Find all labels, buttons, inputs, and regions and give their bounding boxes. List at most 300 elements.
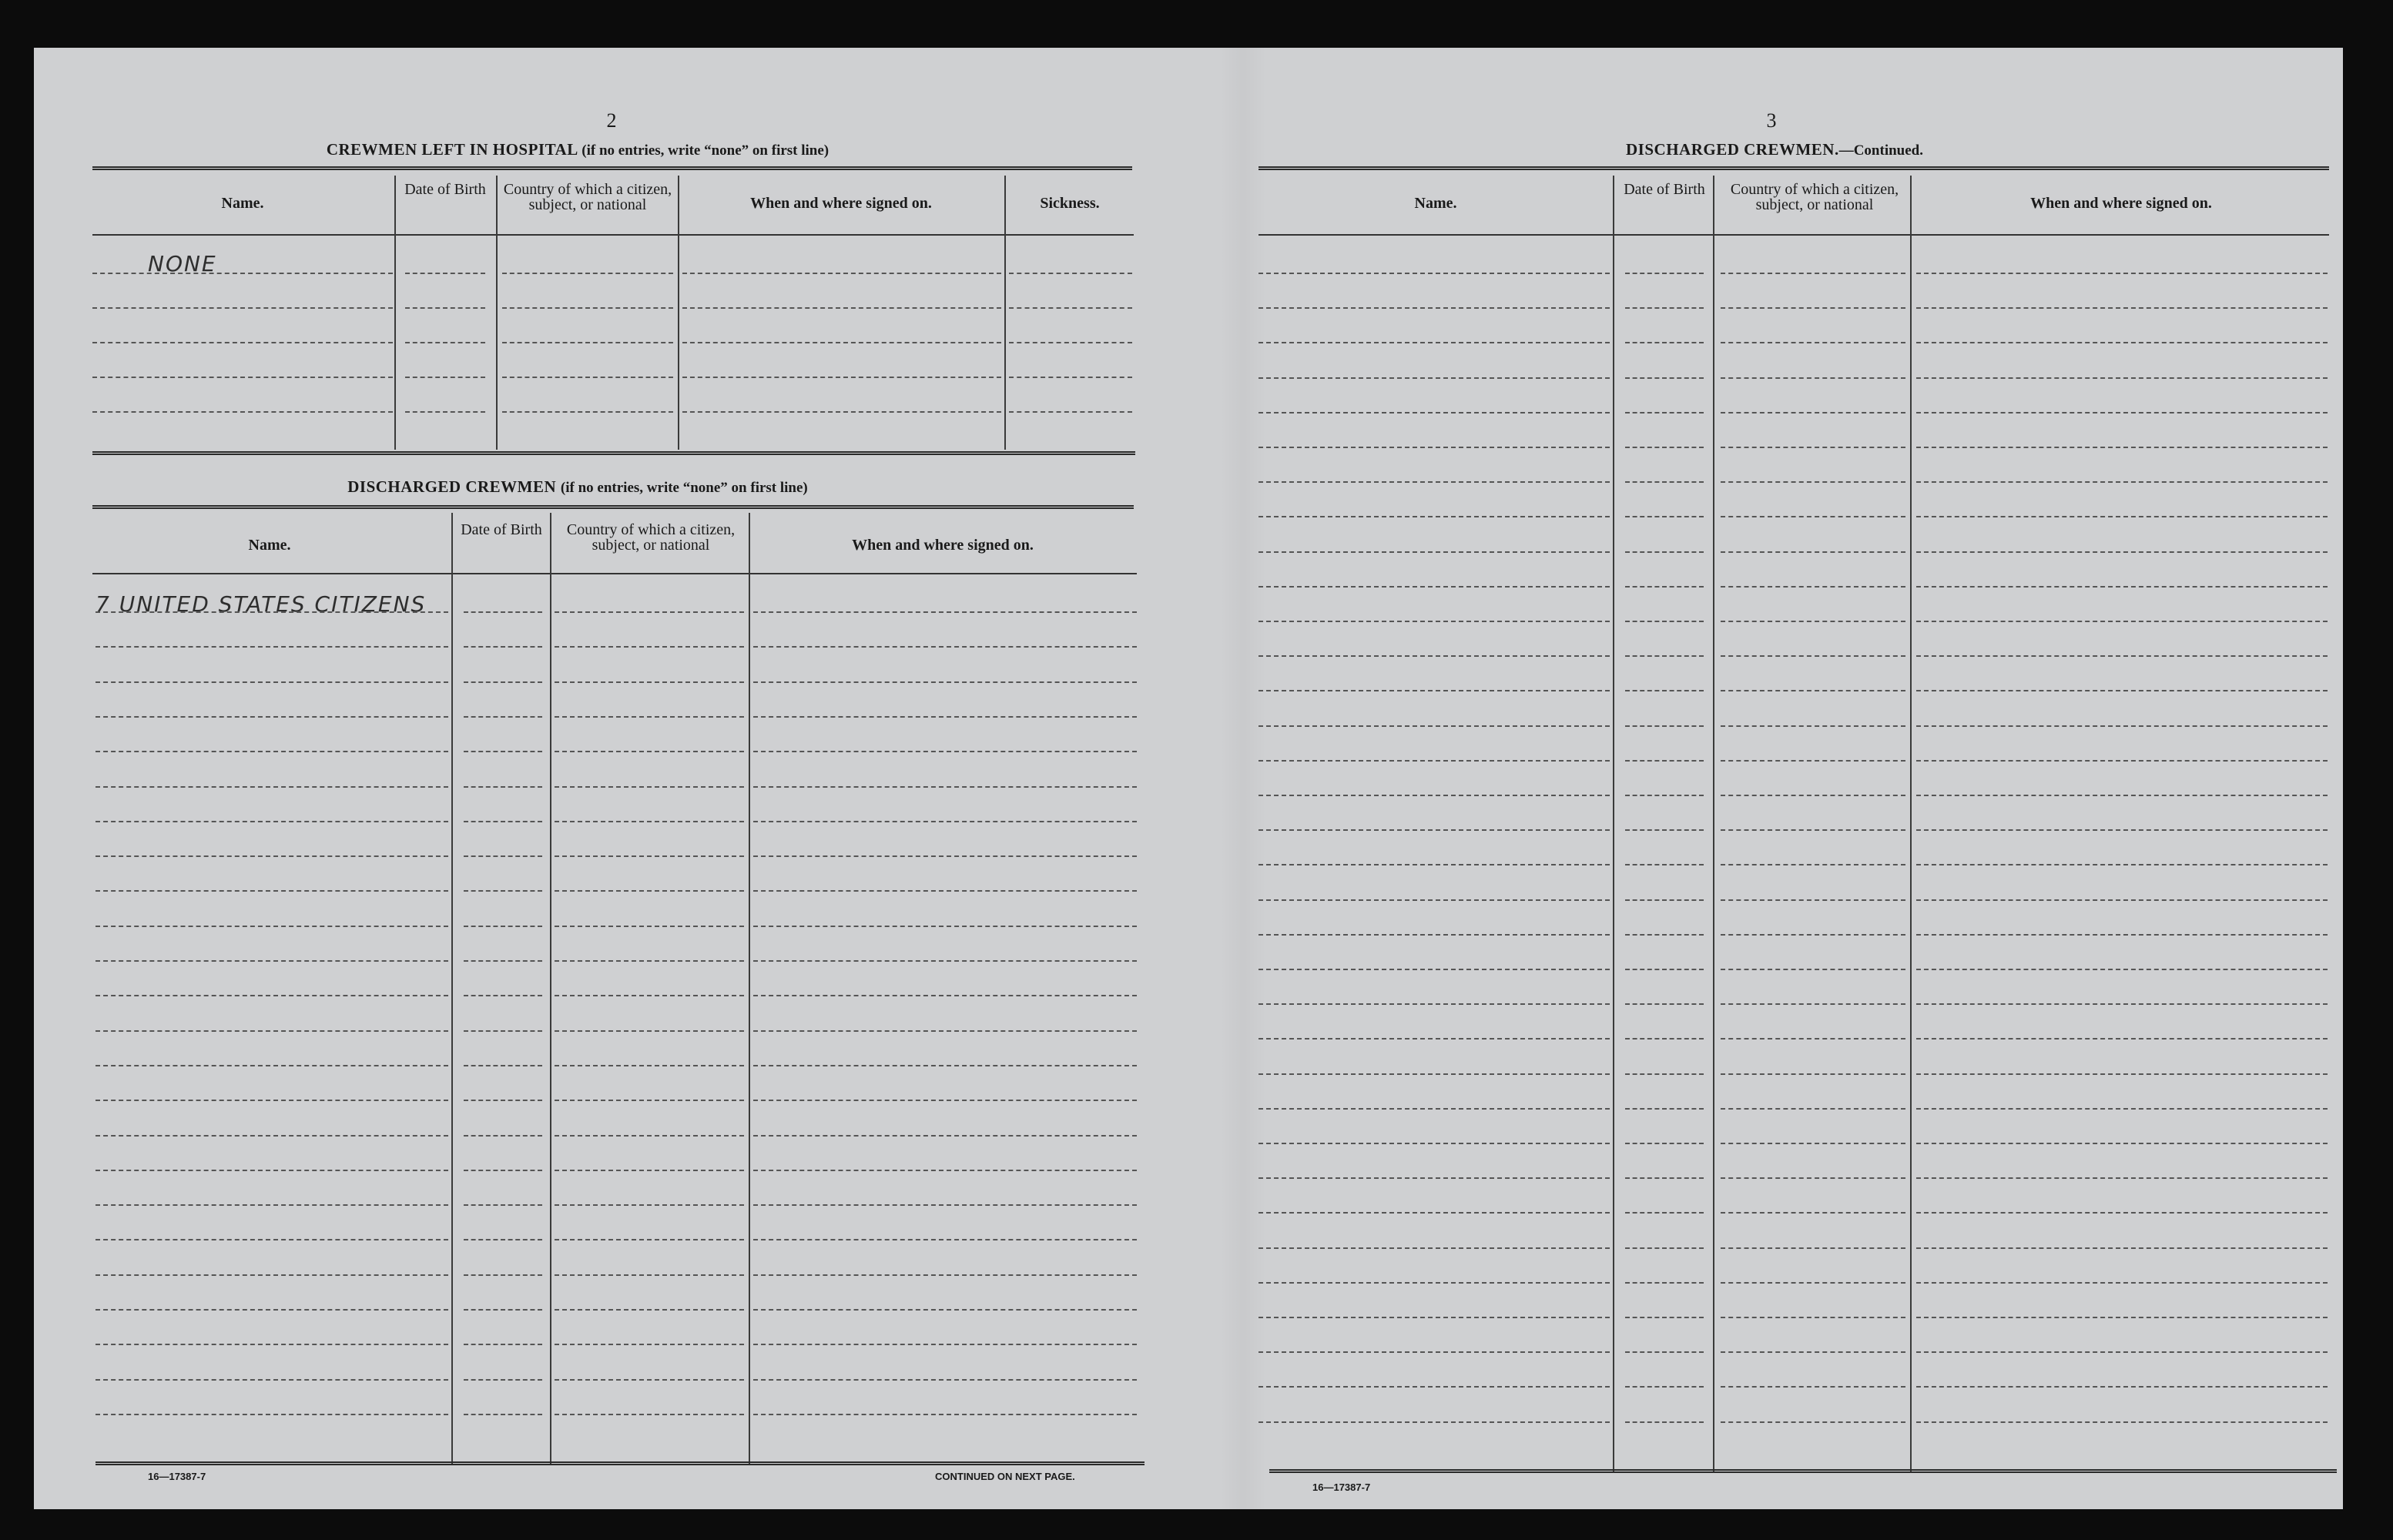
- right-row-24-line-3: [1721, 1073, 1905, 1075]
- discharged-row-1-line-3: [555, 611, 744, 613]
- right-row-15-line-3: [1721, 760, 1905, 762]
- discharged-vline-3: [749, 513, 750, 1465]
- hospital-row-2-line-1: [92, 307, 393, 309]
- discharged-row-14-line-3: [555, 1065, 744, 1066]
- right-row-21-line-1: [1259, 969, 1610, 970]
- hospital-col-sickness: Sickness.: [1040, 195, 1100, 212]
- right-row-34-line-3: [1721, 1421, 1905, 1423]
- right-row-32-line-3: [1721, 1351, 1905, 1353]
- right-row-1-line-1: [1259, 273, 1610, 274]
- discharged-row-22-line-4: [753, 1344, 1137, 1345]
- discharged-row-13-line-4: [753, 1030, 1137, 1032]
- right-row-27-line-3: [1721, 1177, 1905, 1179]
- discharged-row-17-line-3: [555, 1170, 744, 1171]
- right-row-10-line-4: [1916, 586, 2328, 588]
- discharged-top-rule: [92, 505, 1134, 509]
- discharged-row-10-line-4: [753, 926, 1137, 927]
- right-row-16-line-3: [1721, 795, 1905, 796]
- discharged-row-24-line-1: [96, 1414, 448, 1415]
- right-row-12-line-4: [1916, 655, 2328, 657]
- right-row-22-line-4: [1916, 1003, 2328, 1005]
- right-row-26-line-3: [1721, 1143, 1905, 1144]
- right-row-4-line-1: [1259, 377, 1610, 379]
- right-row-2-line-3: [1721, 307, 1905, 309]
- right-vline-1: [1613, 176, 1614, 1472]
- discharged-row-13-line-1: [96, 1030, 448, 1032]
- discharged-row-22-line-2: [464, 1344, 542, 1345]
- discharged-row-4-line-1: [96, 716, 448, 718]
- right-row-10-line-1: [1259, 586, 1610, 588]
- hospital-row-3-line-5: [1009, 342, 1132, 343]
- discharged-row-19-line-3: [555, 1239, 744, 1240]
- discharged-row-13-line-3: [555, 1030, 744, 1032]
- hospital-row-1-line-2: [405, 273, 485, 274]
- right-row-7-line-4: [1916, 481, 2328, 483]
- discharged-row-11-line-4: [753, 960, 1137, 962]
- discharged-row-18-line-1: [96, 1204, 448, 1206]
- discharged-row-4-line-4: [753, 716, 1137, 718]
- discharged-row-16-line-3: [555, 1135, 744, 1137]
- discharged-bottom-rule: [96, 1461, 1145, 1465]
- right-row-15-line-1: [1259, 760, 1610, 762]
- discharged-row-16-line-4: [753, 1135, 1137, 1137]
- right-row-27-line-1: [1259, 1177, 1610, 1179]
- hospital-row-4-line-5: [1009, 377, 1132, 378]
- right-row-33-line-2: [1625, 1386, 1704, 1388]
- discharged-row-20-line-1: [96, 1274, 448, 1276]
- right-row-12-line-3: [1721, 655, 1905, 657]
- discharged-row-19-line-1: [96, 1239, 448, 1240]
- right-row-26-line-1: [1259, 1143, 1610, 1144]
- discharged-row-3-line-2: [464, 681, 542, 683]
- right-page-number: 3: [1766, 109, 1777, 132]
- right-row-18-line-1: [1259, 864, 1610, 865]
- hospital-row-5-line-1: [92, 411, 393, 413]
- right-row-28-line-2: [1625, 1212, 1704, 1214]
- right-row-28-line-1: [1259, 1212, 1610, 1214]
- discharged-row-7-line-4: [753, 821, 1137, 822]
- discharged-row-23-line-2: [464, 1379, 542, 1381]
- right-row-5-line-2: [1625, 412, 1704, 413]
- discharged-row-12-line-1: [96, 995, 448, 996]
- right-bottom-rule: [1269, 1469, 2337, 1473]
- right-row-20-line-2: [1625, 934, 1704, 936]
- discharged-row-23-line-3: [555, 1379, 744, 1381]
- hospital-header-rule: [92, 234, 1134, 236]
- hospital-row-5-line-2: [405, 411, 485, 413]
- right-row-34-line-4: [1916, 1421, 2328, 1423]
- right-row-33-line-3: [1721, 1386, 1905, 1388]
- discharged-row-14-line-1: [96, 1065, 448, 1066]
- right-row-30-line-2: [1625, 1282, 1704, 1284]
- discharged-row-6-line-4: [753, 786, 1137, 788]
- discharged-row-4-line-3: [555, 716, 744, 718]
- right-row-7-line-2: [1625, 481, 1704, 483]
- right-row-30-line-3: [1721, 1282, 1905, 1284]
- right-row-3-line-3: [1721, 342, 1905, 343]
- discharged-row-23-line-1: [96, 1379, 448, 1381]
- right-row-31-line-3: [1721, 1317, 1905, 1318]
- right-row-17-line-4: [1916, 829, 2328, 831]
- discharged-row-8-line-3: [555, 855, 744, 857]
- discharged-row-12-line-2: [464, 995, 542, 996]
- right-row-29-line-1: [1259, 1247, 1610, 1249]
- discharged-row-21-line-4: [753, 1309, 1137, 1311]
- right-row-24-line-2: [1625, 1073, 1704, 1075]
- hospital-row-4-line-2: [405, 377, 485, 378]
- right-row-13-line-4: [1916, 690, 2328, 691]
- right-row-21-line-4: [1916, 969, 2328, 970]
- right-vline-2: [1713, 176, 1714, 1472]
- right-row-4-line-3: [1721, 377, 1905, 379]
- discharged-row-7-line-2: [464, 821, 542, 822]
- right-row-22-line-3: [1721, 1003, 1905, 1005]
- right-row-29-line-4: [1916, 1247, 2328, 1249]
- right-row-9-line-1: [1259, 551, 1610, 553]
- discharged-row-19-line-2: [464, 1239, 542, 1240]
- discharged-row-11-line-2: [464, 960, 542, 962]
- right-row-18-line-3: [1721, 864, 1905, 865]
- discharged-row-5-line-2: [464, 751, 542, 752]
- right-row-13-line-1: [1259, 690, 1610, 691]
- hospital-row-5-line-5: [1009, 411, 1132, 413]
- hospital-col-name: Name.: [221, 195, 264, 212]
- discharged-row-15-line-3: [555, 1100, 744, 1101]
- right-col-signed: When and where signed on.: [2030, 195, 2212, 212]
- discharged-row-21-line-3: [555, 1309, 744, 1311]
- hospital-col-signed: When and where signed on.: [750, 195, 932, 212]
- right-row-11-line-4: [1916, 621, 2328, 622]
- discharged-row-20-line-2: [464, 1274, 542, 1276]
- right-row-24-line-1: [1259, 1073, 1610, 1075]
- right-row-28-line-3: [1721, 1212, 1905, 1214]
- hospital-bottom-rule: [92, 451, 1135, 455]
- right-row-19-line-1: [1259, 899, 1610, 901]
- right-row-23-line-3: [1721, 1038, 1905, 1040]
- right-row-8-line-1: [1259, 516, 1610, 517]
- document-sheet: [34, 48, 2343, 1509]
- right-row-6-line-4: [1916, 447, 2328, 448]
- right-row-6-line-3: [1721, 447, 1905, 448]
- discharged-row-15-line-4: [753, 1100, 1137, 1101]
- hospital-row-2-line-3: [502, 307, 673, 309]
- right-row-2-line-2: [1625, 307, 1704, 309]
- hospital-vline-3: [678, 176, 679, 450]
- right-row-34-line-2: [1625, 1421, 1704, 1423]
- discharged-row-17-line-1: [96, 1170, 448, 1171]
- right-row-1-line-2: [1625, 273, 1704, 274]
- discharged-row-18-line-3: [555, 1204, 744, 1206]
- right-row-19-line-4: [1916, 899, 2328, 901]
- right-row-12-line-1: [1259, 655, 1610, 657]
- right-title-suffix: —Continued.: [1838, 142, 1923, 159]
- discharged-row-3-line-4: [753, 681, 1137, 683]
- discharged-instruction: (if no entries, write “none” on first line): [560, 480, 808, 496]
- right-row-34-line-1: [1259, 1421, 1610, 1423]
- discharged-row-10-line-2: [464, 926, 542, 927]
- hospital-col-dob: Date of Birth: [404, 181, 486, 198]
- hospital-row-1-line-4: [682, 273, 1001, 274]
- right-row-18-line-4: [1916, 864, 2328, 865]
- discharged-row-2-line-1: [96, 646, 448, 648]
- right-row-22-line-2: [1625, 1003, 1704, 1005]
- right-row-8-line-3: [1721, 516, 1905, 517]
- hospital-row-3-line-3: [502, 342, 673, 343]
- discharged-row-16-line-2: [464, 1135, 542, 1137]
- discharged-row-20-line-4: [753, 1274, 1137, 1276]
- right-row-29-line-3: [1721, 1247, 1905, 1249]
- right-row-32-line-1: [1259, 1351, 1610, 1353]
- right-row-12-line-2: [1625, 655, 1704, 657]
- discharged-row-24-line-4: [753, 1414, 1137, 1415]
- discharged-col-name: Name.: [248, 537, 291, 554]
- right-row-8-line-2: [1625, 516, 1704, 517]
- right-row-15-line-2: [1625, 760, 1704, 762]
- right-row-5-line-1: [1259, 412, 1610, 413]
- discharged-title-text: DISCHARGED CREWMEN: [347, 477, 557, 496]
- hospital-row-5-line-3: [502, 411, 673, 413]
- discharged-row-2-line-2: [464, 646, 542, 648]
- hospital-row-5-line-4: [682, 411, 1001, 413]
- discharged-row-5-line-1: [96, 751, 448, 752]
- discharged-row-18-line-4: [753, 1204, 1137, 1206]
- discharged-handwritten-entry: 7 UNITED STATES CITIZENS: [96, 591, 427, 617]
- discharged-row-24-line-3: [555, 1414, 744, 1415]
- right-row-17-line-3: [1721, 829, 1905, 831]
- hospital-row-3-line-4: [682, 342, 1001, 343]
- hospital-row-2-line-5: [1009, 307, 1132, 309]
- right-row-1-line-4: [1916, 273, 2328, 274]
- right-row-2-line-1: [1259, 307, 1610, 309]
- hospital-row-2-line-4: [682, 307, 1001, 309]
- right-row-9-line-4: [1916, 551, 2328, 553]
- right-row-20-line-4: [1916, 934, 2328, 936]
- hospital-row-3-line-2: [405, 342, 485, 343]
- right-row-10-line-3: [1721, 586, 1905, 588]
- right-row-30-line-1: [1259, 1282, 1610, 1284]
- right-row-14-line-2: [1625, 725, 1704, 727]
- discharged-row-9-line-2: [464, 890, 542, 892]
- hospital-vline-1: [394, 176, 396, 450]
- discharged-row-8-line-1: [96, 855, 448, 857]
- right-row-24-line-4: [1916, 1073, 2328, 1075]
- discharged-vline-1: [451, 513, 453, 1465]
- right-row-29-line-2: [1625, 1247, 1704, 1249]
- discharged-row-11-line-1: [96, 960, 448, 962]
- right-header-rule: [1259, 234, 2329, 236]
- right-row-5-line-4: [1916, 412, 2328, 413]
- right-row-31-line-4: [1916, 1317, 2328, 1318]
- discharged-col-country: Country of which a citizen, subject, or national: [566, 521, 736, 554]
- discharged-row-17-line-4: [753, 1170, 1137, 1171]
- right-row-25-line-2: [1625, 1108, 1704, 1110]
- right-row-16-line-2: [1625, 795, 1704, 796]
- right-row-19-line-2: [1625, 899, 1704, 901]
- discharged-row-6-line-1: [96, 786, 448, 788]
- right-form-number: 16—17387-7: [1312, 1481, 1371, 1493]
- right-section-title: [1259, 140, 2291, 159]
- right-row-32-line-4: [1916, 1351, 2328, 1353]
- discharged-vline-2: [550, 513, 551, 1465]
- right-row-3-line-4: [1916, 342, 2328, 343]
- right-row-25-line-4: [1916, 1108, 2328, 1110]
- discharged-row-9-line-4: [753, 890, 1137, 892]
- right-row-13-line-3: [1721, 690, 1905, 691]
- right-row-6-line-2: [1625, 447, 1704, 448]
- right-row-3-line-2: [1625, 342, 1704, 343]
- hospital-title-text: CREWMEN LEFT IN HOSPITAL: [326, 140, 578, 159]
- right-row-21-line-3: [1721, 969, 1905, 970]
- right-vline-3: [1910, 176, 1912, 1472]
- right-top-rule: [1259, 166, 2329, 170]
- right-row-30-line-4: [1916, 1282, 2328, 1284]
- right-row-11-line-2: [1625, 621, 1704, 622]
- discharged-row-15-line-1: [96, 1100, 448, 1101]
- discharged-row-9-line-3: [555, 890, 744, 892]
- right-row-3-line-1: [1259, 342, 1610, 343]
- right-row-13-line-2: [1625, 690, 1704, 691]
- hospital-vline-4: [1004, 176, 1006, 450]
- right-row-5-line-3: [1721, 412, 1905, 413]
- continued-note: CONTINUED ON NEXT PAGE.: [935, 1471, 1075, 1482]
- right-row-9-line-2: [1625, 551, 1704, 553]
- hospital-row-1-line-5: [1009, 273, 1132, 274]
- right-row-33-line-1: [1259, 1386, 1610, 1388]
- discharged-row-10-line-1: [96, 926, 448, 927]
- hospital-row-4-line-1: [92, 377, 393, 378]
- discharged-header-rule: [92, 573, 1137, 574]
- right-row-8-line-4: [1916, 516, 2328, 517]
- right-row-19-line-3: [1721, 899, 1905, 901]
- discharged-row-10-line-3: [555, 926, 744, 927]
- discharged-col-signed: When and where signed on.: [852, 537, 1034, 554]
- right-row-9-line-3: [1721, 551, 1905, 553]
- right-row-14-line-4: [1916, 725, 2328, 727]
- right-row-31-line-2: [1625, 1317, 1704, 1318]
- discharged-row-6-line-2: [464, 786, 542, 788]
- discharged-row-7-line-1: [96, 821, 448, 822]
- discharged-row-2-line-3: [555, 646, 744, 648]
- discharged-row-5-line-4: [753, 751, 1137, 752]
- discharged-row-7-line-3: [555, 821, 744, 822]
- discharged-row-17-line-2: [464, 1170, 542, 1171]
- hospital-row-2-line-2: [405, 307, 485, 309]
- right-row-16-line-4: [1916, 795, 2328, 796]
- right-row-25-line-3: [1721, 1108, 1905, 1110]
- right-row-10-line-2: [1625, 586, 1704, 588]
- discharged-row-2-line-4: [753, 646, 1137, 648]
- right-row-11-line-1: [1259, 621, 1610, 622]
- discharged-row-21-line-1: [96, 1309, 448, 1311]
- right-col-dob: Date of Birth: [1624, 181, 1705, 198]
- right-row-26-line-4: [1916, 1143, 2328, 1144]
- discharged-section-title: [92, 477, 1063, 497]
- hospital-top-rule: [92, 166, 1132, 170]
- right-row-23-line-1: [1259, 1038, 1610, 1040]
- right-row-14-line-3: [1721, 725, 1905, 727]
- discharged-row-14-line-4: [753, 1065, 1137, 1066]
- right-row-23-line-4: [1916, 1038, 2328, 1040]
- discharged-row-18-line-2: [464, 1204, 542, 1206]
- right-row-17-line-2: [1625, 829, 1704, 831]
- hospital-row-4-line-4: [682, 377, 1001, 378]
- discharged-row-1-line-4: [753, 611, 1137, 613]
- hospital-vline-2: [496, 176, 498, 450]
- right-row-7-line-3: [1721, 481, 1905, 483]
- right-row-32-line-2: [1625, 1351, 1704, 1353]
- hospital-row-1-line-1: [92, 273, 393, 274]
- discharged-row-1-line-2: [464, 611, 542, 613]
- hospital-instruction: (if no entries, write “none” on first line): [581, 142, 830, 159]
- hospital-col-country: Country of which a citizen, subject, or national: [503, 181, 672, 213]
- discharged-col-dob: Date of Birth: [461, 521, 542, 538]
- discharged-row-22-line-3: [555, 1344, 744, 1345]
- left-page-number: 2: [606, 109, 617, 132]
- discharged-row-23-line-4: [753, 1379, 1137, 1381]
- discharged-row-20-line-3: [555, 1274, 744, 1276]
- right-row-1-line-3: [1721, 273, 1905, 274]
- right-row-2-line-4: [1916, 307, 2328, 309]
- discharged-row-24-line-2: [464, 1414, 542, 1415]
- right-title-text: DISCHARGED CREWMEN.: [1626, 140, 1839, 159]
- right-row-16-line-1: [1259, 795, 1610, 796]
- right-row-28-line-4: [1916, 1212, 2328, 1214]
- discharged-row-5-line-3: [555, 751, 744, 752]
- right-row-6-line-1: [1259, 447, 1610, 448]
- right-row-25-line-1: [1259, 1108, 1610, 1110]
- page-spine: [1220, 48, 1266, 1509]
- discharged-row-9-line-1: [96, 890, 448, 892]
- hospital-row-1-line-3: [502, 273, 673, 274]
- right-row-4-line-4: [1916, 377, 2328, 379]
- right-row-27-line-2: [1625, 1177, 1704, 1179]
- right-row-14-line-1: [1259, 725, 1610, 727]
- discharged-row-3-line-3: [555, 681, 744, 683]
- right-row-20-line-1: [1259, 934, 1610, 936]
- right-row-17-line-1: [1259, 829, 1610, 831]
- discharged-row-1-line-1: [96, 611, 448, 613]
- hospital-row-3-line-1: [92, 342, 393, 343]
- right-row-4-line-2: [1625, 377, 1704, 379]
- right-row-15-line-4: [1916, 760, 2328, 762]
- right-row-11-line-3: [1721, 621, 1905, 622]
- discharged-row-19-line-4: [753, 1239, 1137, 1240]
- discharged-row-22-line-1: [96, 1344, 448, 1345]
- right-row-20-line-3: [1721, 934, 1905, 936]
- discharged-row-16-line-1: [96, 1135, 448, 1137]
- hospital-section-title: [92, 140, 1063, 159]
- right-row-23-line-2: [1625, 1038, 1704, 1040]
- discharged-row-8-line-2: [464, 855, 542, 857]
- discharged-row-4-line-2: [464, 716, 542, 718]
- right-col-country: Country of which a citizen, subject, or national: [1730, 181, 1899, 213]
- right-row-18-line-2: [1625, 864, 1704, 865]
- discharged-row-13-line-2: [464, 1030, 542, 1032]
- discharged-row-14-line-2: [464, 1065, 542, 1066]
- left-form-number: 16—17387-7: [148, 1471, 206, 1482]
- discharged-row-3-line-1: [96, 681, 448, 683]
- right-row-7-line-1: [1259, 481, 1610, 483]
- discharged-row-11-line-3: [555, 960, 744, 962]
- right-row-27-line-4: [1916, 1177, 2328, 1179]
- discharged-row-21-line-2: [464, 1309, 542, 1311]
- discharged-row-15-line-2: [464, 1100, 542, 1101]
- hospital-row-4-line-3: [502, 377, 673, 378]
- right-row-33-line-4: [1916, 1386, 2328, 1388]
- right-col-name: Name.: [1414, 195, 1457, 212]
- right-row-22-line-1: [1259, 1003, 1610, 1005]
- discharged-row-12-line-3: [555, 995, 744, 996]
